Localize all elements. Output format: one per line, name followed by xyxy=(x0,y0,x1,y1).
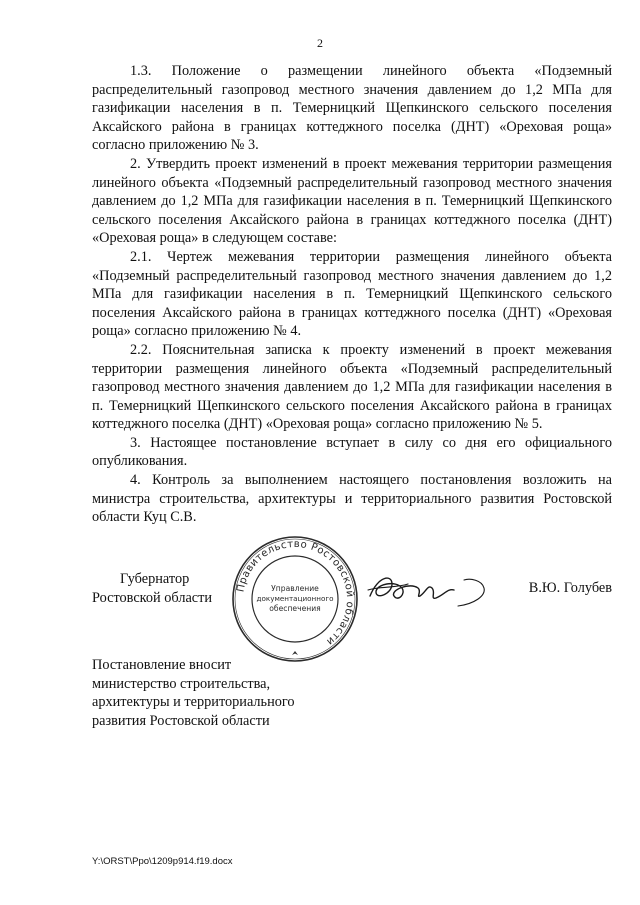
submitter-note xyxy=(92,656,352,730)
seal-outer-text: Правительство Ростовской области xyxy=(235,538,356,648)
signer-title-line1: Губернатор xyxy=(120,571,190,587)
page-number: 2 xyxy=(317,36,323,50)
signer-name: В.Ю. Голубев xyxy=(528,580,612,596)
paragraph-4: 4. Контроль за выполнением настоящего постановления возложить на министра строительства, архитектуры и территориального развития Ростовской области Куц С.В. xyxy=(92,472,612,526)
signer-title xyxy=(92,570,212,607)
handwritten-signature-icon xyxy=(362,566,492,616)
seal-inner-line2: документационного xyxy=(256,594,334,603)
paragraph-2-2: 2.2. Пояснительная записка к проекту изменений в проект межевания территории размещения линейного объекта «Подземный распределительный газопровод местного значения давлением до 1,2 МПа для газификации населения в п. Темерницкий Щепкинского сельского поселения Аксайского района в границах коттеджного поселка (ДНТ) «Ореховая роща» согласно приложению № 5. xyxy=(92,341,612,433)
seal-inner-line1: Управление xyxy=(271,584,319,593)
paragraph-3: 3. Настоящее постановление вступает в силу со дня его официального опубликования. xyxy=(92,434,612,470)
file-path-footer: Y:\ORST\Ppo\1209p914.f19.docx xyxy=(92,856,233,867)
submitter-line3: архитектуры и территориального xyxy=(92,694,295,711)
paragraph-2-1: 2.1. Чертеж межевания территории размещения линейного объекта «Подземный распределительный газопровод местного значения давлением до 1,2 МПа для газификации населения в п. Темерницкий Щепкинского сельского поселения Аксайского района в границах коттеджного поселка (ДНТ) «Ореховая роща» согласно приложению № 4. xyxy=(92,248,612,340)
seal-inner-line3: обеспечения xyxy=(269,604,321,613)
paragraph-2: 2. Утвердить проект изменений в проект межевания территории размещения линейного объекта «Подземный распределительный газопровод местного значения давлением до 1,2 МПа для газификации населения в п. Темерницкий Щепкинского сельского поселения Аксайского района в границах коттеджного поселка (ДНТ) «Ореховая роща» в следующем составе: xyxy=(92,155,612,247)
signature-block xyxy=(92,538,612,650)
official-seal-icon xyxy=(230,534,360,664)
submitter-line2: министерство строительства, xyxy=(92,675,271,692)
decree-body xyxy=(92,62,612,527)
paragraph-1-3: 1.3. Положение о размещении линейного объекта «Подземный распределительный газопровод местного значения давлением до 1,2 МПа для газификации населения в п. Темерницкий Щепкинского сельского поселения Аксайского района в границах коттеджного поселка (ДНТ) «Ореховая роща» согласно приложению № 3. xyxy=(92,63,612,154)
signer-title-line2: Ростовской области xyxy=(92,589,213,606)
submitter-line1: Постановление вносит xyxy=(92,657,232,673)
submitter-line4: развития Ростовской области xyxy=(92,712,270,729)
